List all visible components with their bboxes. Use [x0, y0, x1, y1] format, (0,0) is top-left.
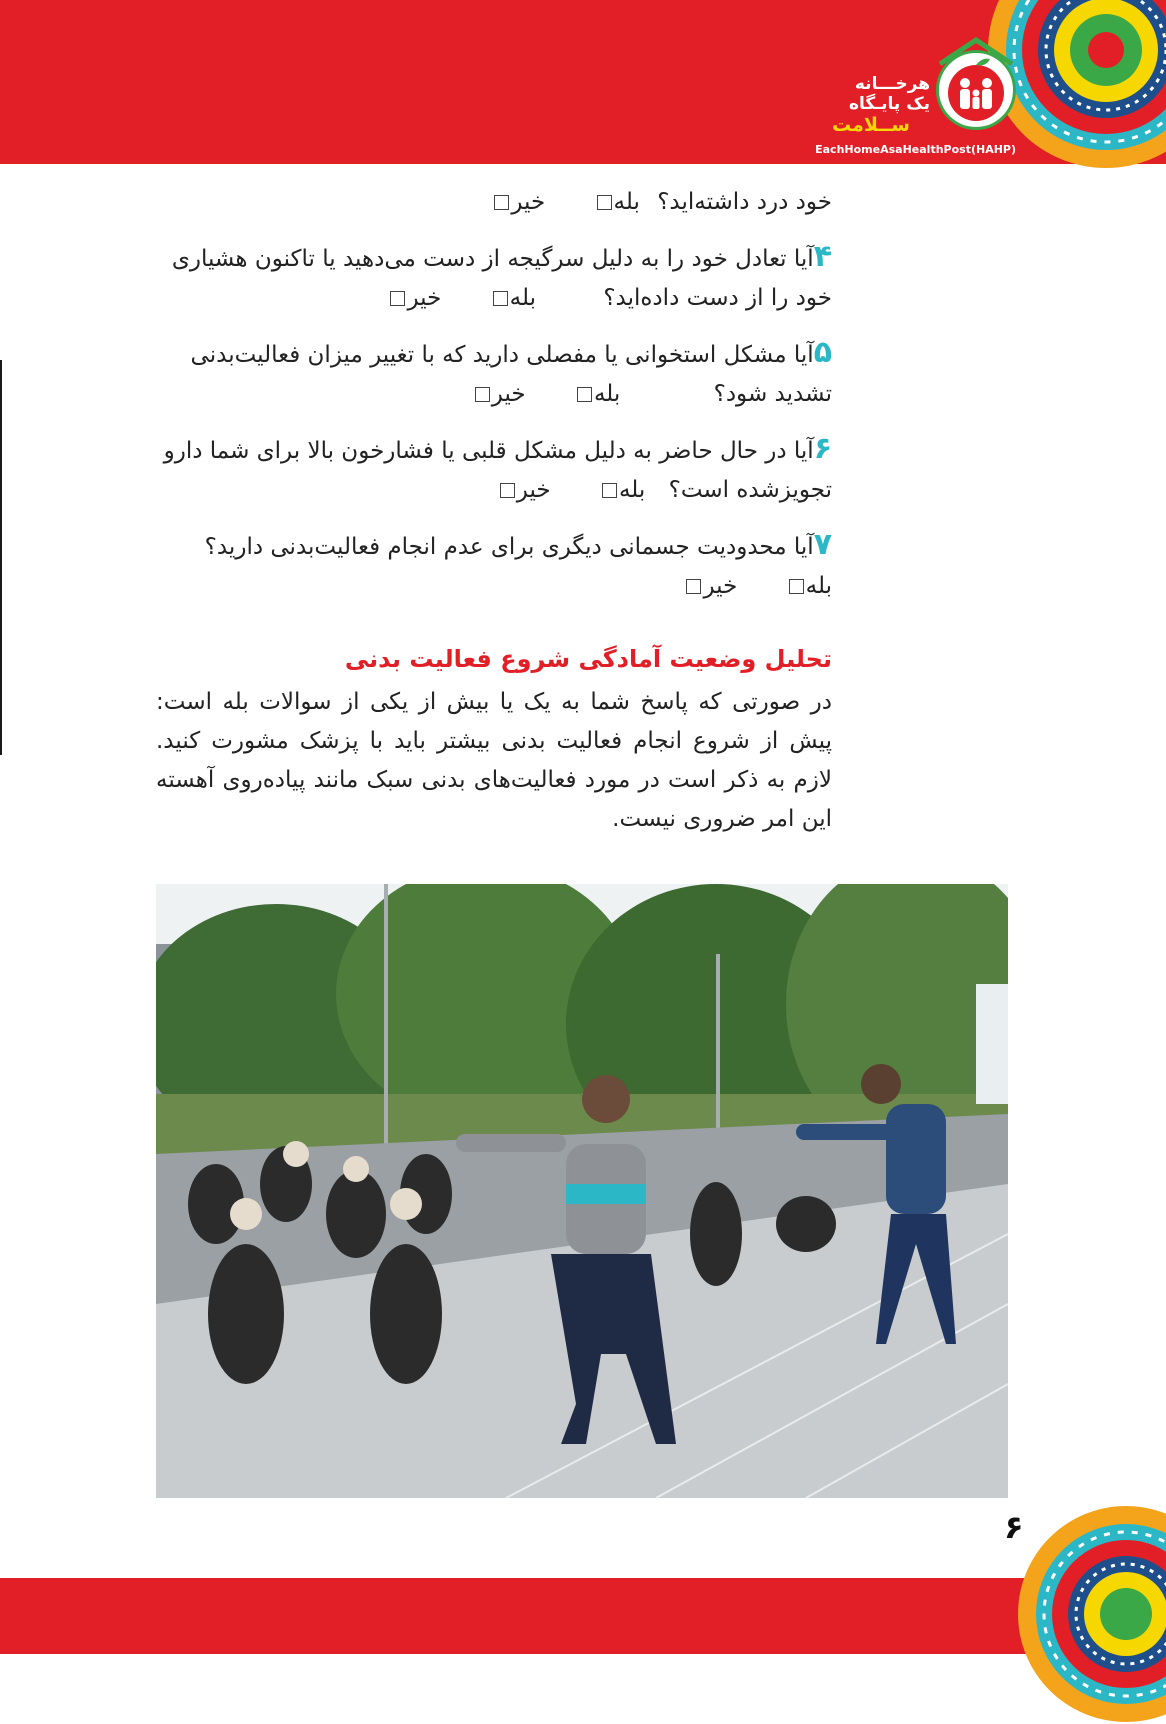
family-icon	[939, 53, 1013, 127]
hahp-logo	[796, 28, 1016, 158]
answer-yes[interactable]: بله	[789, 567, 832, 606]
section-title: تحلیل وضعیت آمادگی شروع فعالیت بدنی	[344, 645, 832, 673]
page-edge-line	[0, 360, 2, 755]
checkbox-icon[interactable]	[602, 483, 617, 498]
section-paragraph: در صورتی که پاسخ شما به یک یا بیش از یکی از سوالات بله است: پیش از شروع انجام فعالیت بدنی بیشتر باید با پزشک مشورت کنید. لازم به ذکر است در مورد فعالیت‌های بدنی سبک مانند پیاده‌روی آهسته این امر ضروری نیست.	[156, 689, 832, 832]
family-apple-icon	[936, 50, 1016, 130]
question-3-continued	[156, 183, 832, 222]
checkbox-icon[interactable]	[475, 387, 490, 402]
question-5	[156, 333, 832, 414]
logo-text-line2: یک پایـگاه	[849, 94, 930, 114]
question-7	[156, 525, 832, 606]
question-line: آیا در حال حاضر به دلیل مشکل قلبی یا فشارخون بالا برای شما دارو	[163, 438, 814, 464]
question-line: تجویزشده است؟	[668, 477, 832, 503]
question-line: تشدید شود؟	[713, 381, 832, 407]
checkbox-icon[interactable]	[500, 483, 515, 498]
question-line: آیا تعادل خود را به دلیل سرگیجه از دست می‌دهید یا تاکنون هشیاری	[171, 246, 814, 272]
answer-no[interactable]: خیر	[390, 279, 441, 318]
checkbox-icon[interactable]	[597, 195, 612, 210]
question-6	[156, 429, 832, 510]
answer-no[interactable]: خیر	[494, 183, 545, 222]
checkbox-icon[interactable]	[577, 387, 592, 402]
logo-text-line1: هرخـــانه	[854, 74, 930, 94]
checkbox-icon[interactable]	[493, 291, 508, 306]
question-4	[156, 237, 832, 318]
question-line: آیا محدودیت جسمانی دیگری برای عدم انجام فعالیت‌بدنی دارید؟	[204, 534, 814, 560]
mandala-ornament-icon	[1016, 1504, 1166, 1724]
group-exercise-photo	[156, 884, 1008, 1498]
answer-yes[interactable]: بله	[577, 375, 620, 414]
answer-yes[interactable]: بله	[602, 471, 645, 510]
answer-yes[interactable]: بله	[493, 279, 536, 318]
question-line: خود را از دست داده‌اید؟	[603, 285, 832, 311]
checkbox-icon[interactable]	[686, 579, 701, 594]
checkbox-icon[interactable]	[494, 195, 509, 210]
question-line: آیا مشکل استخوانی یا مفصلی دارید که با تغییر میزان فعالیت‌بدنی	[190, 342, 814, 368]
logo-english-text: EachHomeAsaHealthPost(HAHP)	[815, 143, 1016, 156]
question-number: ۷	[813, 527, 832, 562]
answer-no[interactable]: خیر	[686, 567, 737, 606]
question-number: ۵	[813, 335, 832, 370]
answer-yes[interactable]: بله	[597, 183, 640, 222]
answer-no[interactable]: خیر	[475, 375, 526, 414]
page-content	[156, 183, 832, 839]
page-number: ۶	[1004, 1508, 1024, 1546]
question-line: خود درد داشته‌اید؟	[657, 189, 832, 215]
question-number: ۶	[813, 431, 832, 466]
checkbox-icon[interactable]	[390, 291, 405, 306]
checkbox-icon[interactable]	[789, 579, 804, 594]
footer-bar	[0, 1578, 1166, 1654]
logo-text-line3: ســلامت	[832, 114, 910, 136]
answer-no[interactable]: خیر	[500, 471, 551, 510]
question-number: ۴	[813, 239, 832, 274]
